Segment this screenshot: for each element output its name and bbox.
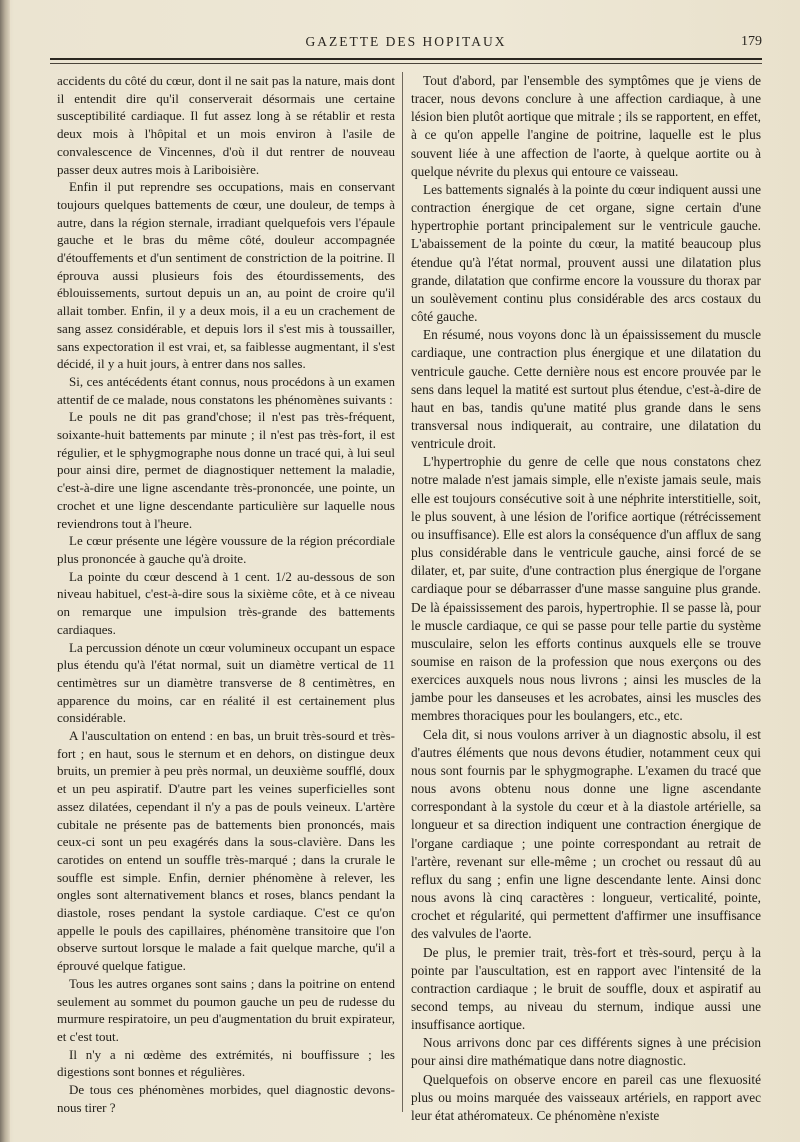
paragraph: Tous les autres organes sont sains ; dans la poitrine on entend seulement au sommet du poumon gauche un peu de rudesse du murmure respiratoire, un peu d'augmentation du bruit expirateur, et c'est tout. (57, 975, 395, 1044)
running-title: GAZETTE DES HOPITAUX (305, 34, 507, 49)
paragraph: De plus, le premier trait, très-fort et très-sourd, perçu à la pointe par l'auscultation, est en rapport avec l'intensité de la contraction cardiaque ; le bruit de souffle, doux et aspiratif au second temps, au niveau du sternum, indique aussi une insuffisance aortique. (411, 944, 761, 1033)
paragraph: Le pouls ne dit pas grand'chose; il n'est pas très-fréquent, soixante-huit battements par minute ; il n'est pas très-fort, il est régulier, et le sphygmographe nous donne un tracé qui, à lui seul pour ainsi dire, permet de diagnostiquer nettement la maladie, c'est-à-dire une ligne ascendante très-prononcée, une pointe, un crochet et une ligne descendante particulière sur laquelle nous reviendrons tout à l'heure. (57, 409, 395, 531)
paragraph: accidents du côté du cœur, dont il ne sait pas la nature, mais dont il entendit dire qu'il conserverait désormais une certaine susceptibilité cardiaque. Il fut assez long à se rétablir et resta deux mois à l'hôpital et un mois environ à l'asile de convalescence de Vincennes, d'où il dut rentrer de nouveau passer deux autres mois à Lariboisière. (57, 73, 395, 177)
paragraph: A l'auscultation on entend : en bas, un bruit très-sourd et très-fort ; en haut, sous le sternum et en dehors, on distingue deux bruits, un premier à peu près normal, un deuxième soufflé, doux et un peu aspiratif. D'autre part les veines superficielles sont assez dilatées, cependant il n'y a pas de pouls veineux. L'artère cubitale ne présente pas de battements bien prononcés, mais ceux-ci sont un peu exagérés dans la sous-clavière. Dans les carotides on entend un souffle très-marqué ; dans la crurale le souffle est simple. Enfin, dernier phénomène à relever, les ongles sont alternativement blancs et roses, blancs pendant la diastole, roses pendant la systole cardiaque. C'est ce qu'on appelle le pouls des capillaires, phénomène transitoire que l'on observe surtout lorsque le malade a fait quelque marche, qu'il a éprouvé quelque fatigue. (57, 728, 395, 974)
paragraph: En résumé, nous voyons donc là un épaississement du muscle cardiaque, une contraction plus énergique et une dilatation du ventricule gauche. Cette dernière nous est encore prouvée par le sens dans lequel la matité est surtout plus étendue, c'est-à-dire de haut en bas, tandis qu'une matité plus grande dans le sens transversal nous indiquerait, au contraire, une dilatation du ventricule droit. (411, 327, 761, 452)
paragraph: Le cœur présente une légère voussure de la région précordiale plus prononcée à gauche qu'à droite. (57, 533, 395, 566)
paragraph: De tous ces phénomènes morbides, quel diagnostic devons-nous tirer ? (57, 1082, 395, 1115)
paragraph: Tout d'abord, par l'ensemble des symptômes que je viens de tracer, nous devons conclure à une affection cardiaque, à une lésion bien plutôt aortique que mitrale ; ils se rapportent, en effet, à ce qu'on appelle l'angine de poitrine, laquelle est le plus souvent liée à une affection de l'aorte, à quelque aortite ou à quelque névrite du plexus qui entoure ce vaisseau. (411, 73, 761, 179)
paragraph: Les battements signalés à la pointe du cœur indiquent aussi une contraction énergique de cet organe, signe certain d'une hypertrophie portant principalement sur le ventricule gauche. L'abaissement de la pointe du cœur, la matité beaucoup plus étendue qu'à l'état normal, prouvent aussi une dilatation plus grande, dilatation que confirme encore la voussure du thorax par un soulèvement continu plus considérable des arcs costaux du côté gauche. (411, 181, 761, 325)
paragraph: La percussion dénote un cœur volumineux occupant un espace plus étendu qu'à l'état normal, suit un diamètre vertical de 11 centimètres sur un diamètre transverse de 8 centimètres, en apparence du moins, car en réalité il est certainement plus considérable. (57, 639, 395, 726)
paragraph: Il n'y a ni œdème des extrémités, ni bouffissure ; les digestions sont bonnes et régulières. (57, 1046, 395, 1080)
right-column (411, 72, 761, 1125)
paragraph: Nous arrivons donc par ces différents signes à une précision pour ainsi dire mathématique dans notre diagnostic. (411, 1035, 761, 1069)
left-column (57, 72, 395, 1116)
paragraph: La pointe du cœur descend à 1 cent. 1/2 au-dessous de son niveau habituel, c'est-à-dire sous la sixième côte, et à ce niveau on remarque une impulsion très-grande des battements cardiaques. (57, 568, 395, 637)
paragraph: Enfin il put reprendre ses occupations, mais en conservant toujours quelques battements de cœur, une douleur, de temps à autre, dans la région sternale, irradiant quelquefois vers l'épaule gauche et le bras du même côté, douleur accompagnée d'étouffements et d'un sentiment de constriction de la poitrine. Il éprouva aussi plusieurs fois des étourdissements, des éblouissements, surtout depuis un an, au point de croire qu'il allait tomber. Enfin, il y a deux mois, il a eu un crachement de sang assez considérable, et depuis lors il s'est mis à toussailler, sans expectoration il est vrai, et, sa faiblesse augmentant, il s'est décidé, il y a huit jours, à entrer dans nos salles. (57, 179, 395, 372)
binding-edge (0, 0, 10, 1142)
header-rule-thin (50, 63, 762, 64)
paragraph: Si, ces antécédents étant connus, nous procédons à un examen attentif de ce malade, nous constatons les phénomènes suivants : (57, 373, 395, 407)
paragraph: L'hypertrophie du genre de celle que nous constatons chez notre malade n'est jamais simple, elle n'existe jamais seule, mais elle est toujours consécutive soit à une néphrite interstitielle, soit, le plus souvent, à une lésion de l'orifice aortique (rétrécissement ou insuffisance). Elle est alors la conséquence d'un afflux de sang plus considérable dans le ventricule gauche, ainsi forcé de se dilater, et, par suite, d'une contraction plus énergique de l'organe cardiaque pour se débarrasser d'une masse sanguine plus grande. De là épaississement des parois, hypertrophie. Il se passe là, pour le muscle cardiaque, ce qui se passe pour telle partie du système musculaire, selon les efforts continus auxquels elle se trouve soumise en raison de la profession que nous exerçons ou des exercices auxquels nous nous livrons ; ainsi les muscles de la jambe pour les danseuses et les acrobates, ainsi les muscles des membres thoraciques pour les boulangers, etc., etc. (411, 454, 761, 724)
header-rule-thick (50, 58, 762, 60)
page-number: 179 (741, 34, 762, 49)
paragraph: Quelquefois on observe encore en pareil cas une flexuosité plus ou moins marquée des vaisseaux artériels, en rapport avec leur état athéromateux. Ce phénomène n'existe (411, 1071, 761, 1123)
column-divider (402, 72, 403, 1112)
paragraph: Cela dit, si nous voulons arriver à un diagnostic absolu, il est d'autres éléments que nous devons étudier, notamment ceux qui nous sont fournis par le sphygmographe. L'examen du tracé que nous avons obtenu nous donne une ligne ascendante correspondant à la systole du cœur et à la diastole artérielle, sa longueur et sa direction indiquent une contraction énergique de l'organe cardiaque ; une pointe correspondant au retrait de l'artère, revenant sur elle-même ; un crochet ou ressaut dû au reflux du sang ; enfin une ligne descendante lente. Ainsi donc nous avons là cinq caractères : longueur, verticalité, pointe, crochet et régularité, qui permettent d'affirmer une insuffisance des valvules de l'aorte. (411, 726, 761, 942)
page-header (50, 34, 762, 52)
